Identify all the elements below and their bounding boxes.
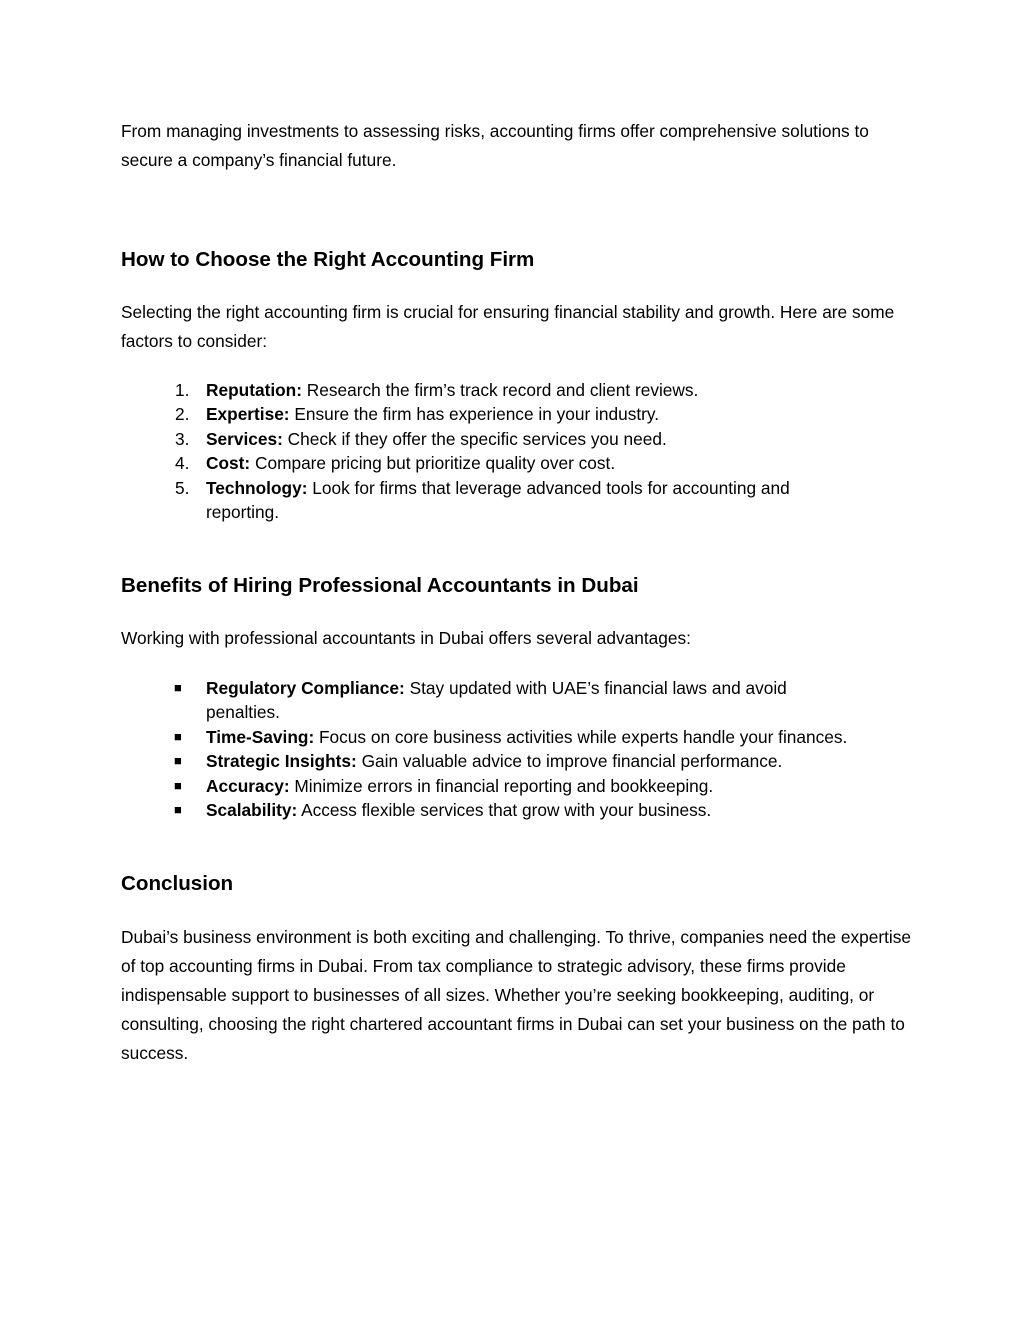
list-item-text: Focus on core business activities while experts handle your finances. xyxy=(314,726,848,747)
list-item xyxy=(121,676,911,725)
section-heading-benefits: Benefits of Hiring Professional Accountants in Dubai xyxy=(121,574,639,597)
square-bullet-icon: ■ xyxy=(174,728,182,744)
list-item xyxy=(121,774,911,798)
list-item-text: Ensure the firm has experience in your industry. xyxy=(289,404,660,425)
list-item-term: Expertise: xyxy=(206,404,290,425)
list-item xyxy=(121,378,911,402)
square-bullet-icon: ■ xyxy=(174,680,182,695)
list-item-term: Scalability: xyxy=(206,800,298,821)
square-bullet-icon: ■ xyxy=(174,777,182,793)
list-item-text: Check if they offer the specific services you need. xyxy=(282,428,667,449)
list-item-term: Technology: xyxy=(206,477,308,498)
list-number: 2. xyxy=(175,404,190,425)
list-item xyxy=(121,451,911,475)
section-heading-conclusion: Conclusion xyxy=(121,872,234,895)
list-item-text: Research the firm’s track record and client reviews. xyxy=(302,380,699,400)
list-item-text: Stay updated with UAE’s financial laws and avoid penalties. xyxy=(206,678,787,723)
list-item-text: Look for firms that leverage advanced tools for accounting and reporting. xyxy=(206,477,790,523)
list-item xyxy=(121,427,911,451)
list-number: 3. xyxy=(175,428,190,449)
list-item xyxy=(121,476,911,525)
intro-paragraph: From managing investments to assessing risks, accounting firms offer comprehensive solutions to secure a company’s financial future. xyxy=(121,121,869,170)
benefits-intro-paragraph: Working with professional accountants in Dubai offers several advantages: xyxy=(121,628,691,648)
list-number: 4. xyxy=(175,453,190,474)
list-item-text: Minimize errors in financial reporting and bookkeeping. xyxy=(289,775,714,796)
list-item-text: Compare pricing but prioritize quality over cost. xyxy=(250,453,616,474)
list-number: 5. xyxy=(175,477,190,498)
benefits-list xyxy=(121,676,911,822)
list-item-term: Strategic Insights: xyxy=(206,751,357,772)
square-bullet-icon: ■ xyxy=(174,802,182,818)
section-heading-choose: How to Choose the Right Accounting Firm xyxy=(121,248,535,271)
list-item-term: Reputation: xyxy=(206,380,302,400)
list-item-term: Services: xyxy=(206,428,283,449)
list-item xyxy=(121,402,911,426)
list-item xyxy=(121,749,911,773)
list-item-term: Cost: xyxy=(206,453,251,474)
factors-list xyxy=(121,378,911,524)
list-item-term: Accuracy: xyxy=(206,775,290,796)
list-number: 1. xyxy=(175,380,190,400)
list-item xyxy=(121,798,911,822)
list-item-term: Regulatory Compliance: xyxy=(206,678,405,698)
list-item-text: Gain valuable advice to improve financial performance. xyxy=(356,751,783,772)
square-bullet-icon: ■ xyxy=(174,753,182,769)
choose-intro-paragraph: Selecting the right accounting firm is crucial for ensuring financial stability and growth. Here are some factors to consider: xyxy=(121,302,895,351)
list-item-text: Access flexible services that grow with your business. xyxy=(297,800,712,821)
list-item-term: Time-Saving: xyxy=(206,726,315,747)
list-item xyxy=(121,725,911,749)
conclusion-paragraph: Dubai’s business environment is both exciting and challenging. To thrive, companies need the expertise of top accounting firms in Dubai. From tax compliance to strategic advisory, these firms provide indispensable support to businesses of all sizes. Whether you’re seeking bookkeeping, auditing, or consulting, choosing the right chartered accountant firms in Dubai can set your business on the path to success. xyxy=(121,927,911,1063)
